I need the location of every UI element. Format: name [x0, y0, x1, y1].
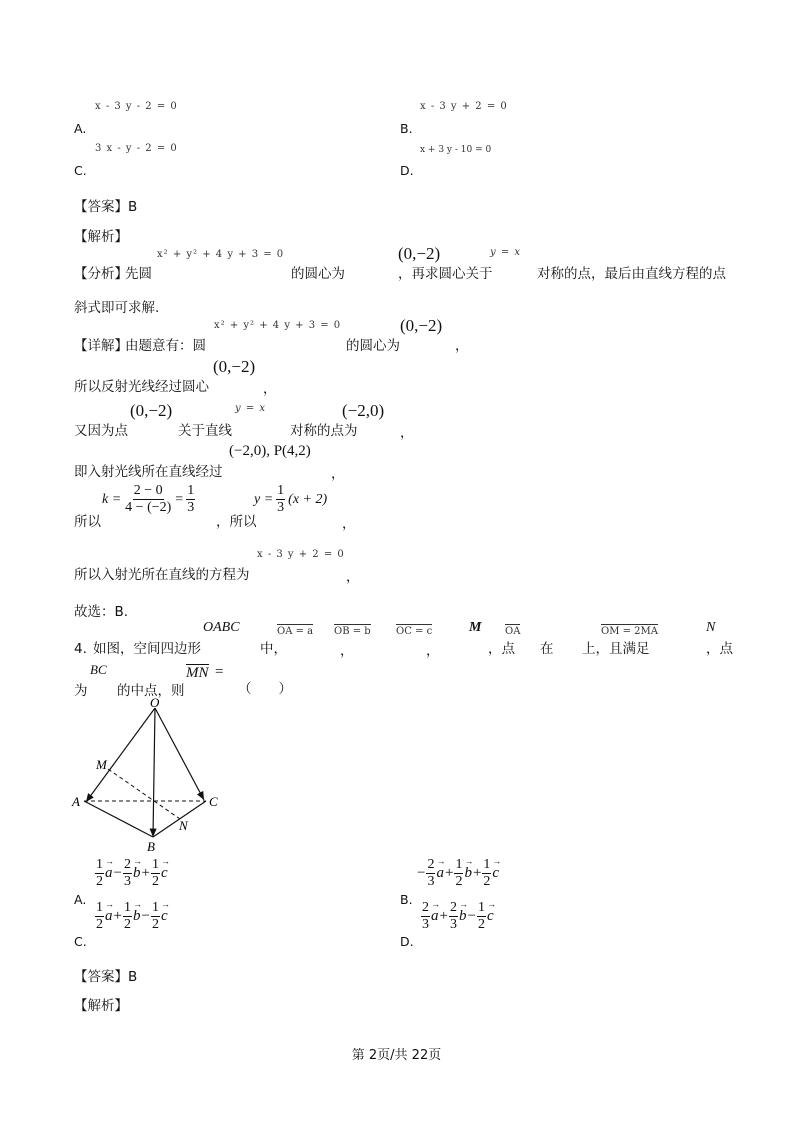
line4-text-1: 即入射光线所在直线经过 — [74, 464, 223, 480]
q4-text-5: ，点 — [488, 641, 515, 657]
q4-text-9: 为 — [74, 683, 88, 699]
xiangjie-text-1: 由题意有：圆 — [125, 338, 206, 354]
option-b-expr: x - 3 y + 2 = 0 — [420, 101, 508, 112]
vector-a: → a — [105, 865, 113, 882]
q4-text-8: ，点 — [706, 641, 733, 657]
q4-option-d-label: D. — [400, 934, 414, 949]
analysis-tag: 【解析】 — [74, 229, 128, 245]
sign: + — [141, 865, 150, 881]
vector-a: → a — [105, 908, 113, 925]
vector-a: → a — [431, 908, 439, 925]
q4-ob-vec: OB = b — [334, 626, 371, 637]
fenxi-text-1: 先圆 — [125, 266, 152, 282]
vector-c: → c — [161, 865, 168, 882]
edge-oa — [86, 708, 155, 802]
line2-text-1: 所以反射光线经过圆心 — [74, 379, 209, 395]
q4-mn-equals: = — [215, 664, 224, 680]
vector-c: → c — [161, 908, 168, 925]
option-a-expr: x - 3 y - 2 = 0 — [95, 101, 178, 112]
segment-mn-dashed — [108, 769, 180, 819]
coef: $\frac{1}{2}$ — [483, 857, 491, 889]
q4-text-4: ， — [426, 643, 440, 659]
q4-text-2: 中， — [260, 641, 287, 657]
q4-option-b-expr — [417, 858, 499, 889]
fenxi-text-3: ，再求圆心关于 — [398, 266, 493, 282]
q4-answer-line — [74, 969, 137, 985]
slope-fraction: $\frac{2 - 0}{4 - (-2)}$ — [125, 483, 172, 515]
line6-text-2: ， — [346, 569, 360, 585]
xiangjie-text-2: 的圆心为 — [346, 338, 400, 354]
fenxi-tag: 【分析】 — [74, 266, 128, 282]
line-eq-y: y = — [254, 491, 274, 507]
q4-answer-paren: （ ） — [238, 681, 292, 697]
q4-text-10: 的中点，则 — [117, 683, 185, 699]
coef: $\frac{1}{2}$ — [455, 857, 463, 889]
line3-text-2: 关于直线 — [178, 423, 232, 439]
line6-expr: x - 3 y + 2 = 0 — [257, 549, 345, 560]
option-b-label: B. — [400, 121, 413, 136]
edge-oc — [155, 708, 204, 800]
q4-text-1: 如图，空间四边形 — [93, 641, 201, 657]
fenxi-circle-expr: x² + y² + 4 y + 3 = 0 — [157, 249, 285, 260]
q4-text-7: 上，且满足 — [582, 641, 650, 657]
xiangjie-text-3: ， — [455, 338, 469, 354]
coef: $\frac{1}{2}$ — [151, 900, 159, 932]
line3-point-q: (−2,0) — [342, 401, 385, 420]
q4-answer-tag: 【答案】 — [74, 969, 128, 985]
q4-option-c-label: C. — [74, 934, 87, 949]
line4-text-2: ， — [331, 466, 345, 482]
q4-analysis-tag: 【解析】 — [74, 998, 128, 1014]
q4-oa-segment: OA — [505, 626, 521, 637]
line2-text-2: ， — [263, 381, 277, 397]
q4-mn-vec: MN — [186, 665, 209, 681]
vector-b: → b — [459, 908, 467, 925]
edge-ab — [84, 801, 153, 837]
page-footer: 第 2页/共 22页 — [351, 1048, 442, 1063]
label-c: C — [209, 794, 218, 809]
q4-text-3: ， — [340, 643, 354, 659]
fenxi-text-2: 的圆心为 — [291, 266, 345, 282]
q4-om-expr: OM = 2MA — [601, 626, 658, 637]
xiangjie-tag: 【详解】 — [74, 338, 128, 354]
fenxi-line-expr: y = x — [490, 247, 522, 258]
sign: − — [113, 865, 122, 881]
slope-formula — [102, 484, 195, 515]
coef: $\frac{2}{3}$ — [427, 857, 435, 889]
sign: + — [472, 865, 482, 881]
q4-option-b-label: B. — [400, 892, 413, 907]
q4-number: 4. — [74, 641, 87, 657]
label-n: N — [179, 818, 188, 833]
line4-points: (−2,0), P(4,2) — [229, 443, 311, 459]
vector-b: → b — [464, 865, 472, 882]
line3-text-4: ， — [400, 425, 414, 441]
slope-equals: = — [175, 491, 184, 507]
q4-answer-value: B — [128, 969, 138, 985]
fenxi-center: (0,−2) — [398, 244, 441, 263]
vector-c: → c — [487, 908, 494, 925]
label-b: B — [147, 839, 155, 854]
line5-text-1: 所以 — [74, 514, 101, 530]
vector-c: → c — [492, 865, 499, 882]
coef: $\frac{2}{3}$ — [123, 857, 131, 889]
sign: + — [439, 908, 448, 924]
coef: $\frac{1}{2}$ — [477, 900, 485, 932]
answer-value: B — [128, 199, 138, 215]
option-d-expr: x + 3 y - 10 = 0 — [420, 145, 492, 155]
option-a-label: A. — [74, 121, 87, 136]
line-eq-fraction: $\frac{1}{3}$ — [277, 483, 285, 515]
q4-oc-vec: OC = c — [396, 626, 433, 637]
option-d-label: D. — [400, 163, 414, 178]
edge-ob — [153, 708, 155, 837]
xiangjie-center: (0,−2) — [400, 316, 443, 335]
q4-option-c-expr — [94, 901, 168, 932]
label-o: O — [150, 695, 160, 710]
line6-text-1: 所以入射光所在直线的方程为 — [74, 567, 250, 583]
coef: $\frac{2}{3}$ — [422, 900, 429, 932]
coef: $\frac{2}{3}$ — [449, 900, 457, 932]
q4-option-a-label: A. — [74, 892, 87, 907]
q4-option-d-expr — [420, 901, 494, 932]
coef: $\frac{1}{2}$ — [96, 857, 103, 889]
q4-bc: BC — [90, 662, 107, 677]
coef: $\frac{1}{2}$ — [151, 857, 159, 889]
line2-center: (0,−2) — [213, 357, 256, 376]
fenxi-text-5: 斜式即可求解. — [74, 300, 160, 316]
slope-result: $\frac{1}{3}$ — [187, 483, 195, 515]
line-equation — [254, 484, 327, 515]
line3-text-3: 对称的点为 — [290, 423, 358, 439]
line3-point-p: (0,−2) — [130, 401, 173, 420]
q4-point-m: M — [469, 620, 482, 635]
coef: $\frac{1}{2}$ — [96, 900, 103, 932]
vector-b: → b — [133, 908, 141, 925]
choose-line: 故选：B. — [74, 604, 129, 620]
line3-text-1: 又因为点 — [74, 423, 128, 439]
sign: − — [467, 908, 476, 924]
answer-tag: 【答案】 — [74, 199, 128, 215]
sign: − — [417, 865, 426, 881]
coef: $\frac{1}{2}$ — [123, 900, 131, 932]
vector-b: → b — [133, 865, 141, 882]
answer-line — [74, 199, 137, 215]
tetrahedron-figure — [66, 694, 236, 854]
line5-text-3: ， — [342, 516, 356, 532]
sign: + — [113, 908, 122, 924]
q4-oa-vec: OA = a — [277, 626, 314, 637]
option-c-expr: 3 x - y - 2 = 0 — [95, 143, 178, 154]
fenxi-text-4: 对称的点，最后由直线方程的点 — [537, 266, 726, 282]
line5-text-2: ，所以 — [216, 514, 257, 530]
slope-k: k = — [102, 491, 122, 507]
sign: − — [141, 908, 150, 924]
xiangjie-circle-expr: x² + y² + 4 y + 3 = 0 — [214, 320, 342, 331]
q4-text-6: 在 — [540, 641, 554, 657]
option-c-label: C. — [74, 163, 87, 178]
q4-point-n: N — [706, 620, 716, 635]
vector-a: → a — [436, 865, 444, 882]
line-eq-tail: (x + 2) — [288, 491, 328, 507]
label-m: M — [96, 757, 107, 772]
sign: + — [444, 865, 454, 881]
q4-oabc: OABC — [203, 620, 240, 635]
q4-option-a-expr — [94, 858, 168, 889]
line3-line-expr: y = x — [235, 403, 267, 414]
label-a: A — [72, 794, 80, 809]
